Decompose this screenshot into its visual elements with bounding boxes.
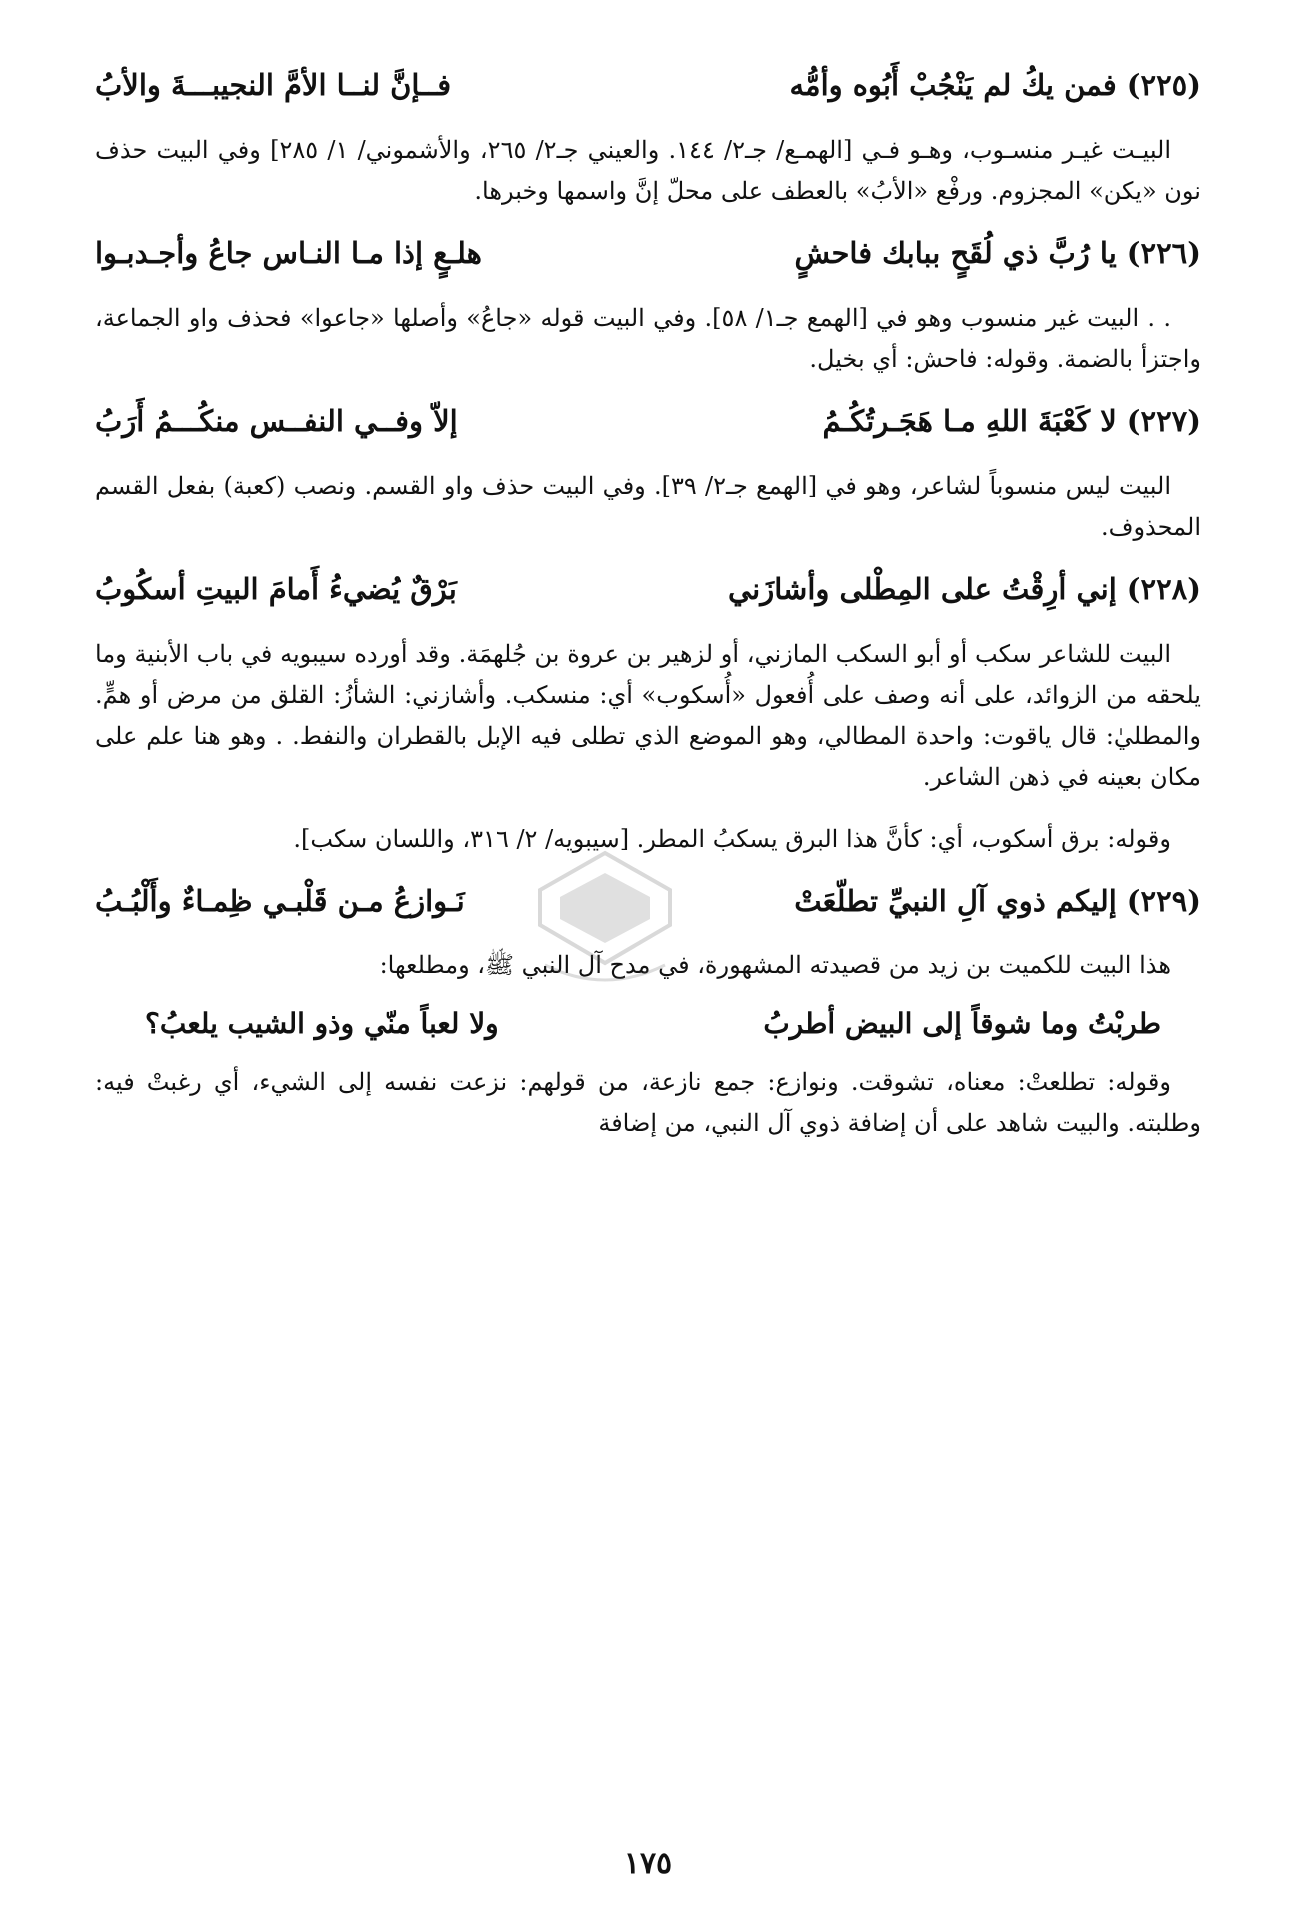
verse-226 xyxy=(95,232,1201,276)
verse-number: (٢٢٧) xyxy=(1126,404,1201,439)
verse-first-hemistich: إني أرِقْتُ على المِطْلى وأشازَني xyxy=(727,572,1117,607)
verse-number: (٢٢٨) xyxy=(1126,572,1201,607)
quoted-first-hemistich: طربْتُ وما شوقاً إلى البيض أطربُ xyxy=(763,1006,1161,1040)
verse-second-hemistich: فــإنَّ لنــا الأمَّ النجيبـــةَ والأبُ xyxy=(94,68,452,102)
quoted-verse xyxy=(95,1007,1201,1040)
verse-commentary: البيت للشاعر سكب أو أبو السكب المازني، أو لزهير بن عروة بن جُلهمَة. وقد أورده سيبويه في باب الأبنية وما يلحقه من الزوائد، على أنه وصف على أُفعول «أُسكوب» أي: منسكب. وأشازني: الشأزُ: القلق من مرض أو همٍّ. والمطليٰ: قال ياقوت: واحدة المطالي، وهو الموضع الذي تطلى فيه الإبل بالقطران والنفط. . وهو هنا علم على مكان بعينه في ذهن الشاعر. xyxy=(95,639,1201,792)
verse-commentary-continued: وقوله: تطلعتْ: معناه، تشوقت. ونوازع: جمع نازعة، من قولهم: نزعت نفسه إلى الشيء، أي رغبتْ فيه: وطلبته. والبيت شاهد على أن إضافة ذوي آل النبي، من إضافة xyxy=(95,1067,1201,1137)
verse-228 xyxy=(95,568,1201,612)
verse-number: (٢٢٩) xyxy=(1126,883,1201,918)
verse-227 xyxy=(95,400,1201,444)
verse-first-hemistich: يا رُبَّ ذي لُقَحٍ ببابك فاحشٍ xyxy=(794,236,1117,271)
page-number: ١٧٥ xyxy=(623,1846,673,1881)
verse-second-hemistich: هلـعٍ إذا مـا النـاس جاعُ وأجـدبـوا xyxy=(94,236,482,271)
verse-second-hemistich: بَرْقٌ يُضيءُ أَمامَ البيتِ أسكُوبُ xyxy=(94,572,457,607)
quoted-second-hemistich: ولا لعباً منّي وذو الشيب يلعبُ؟ xyxy=(145,1006,499,1040)
verse-second-hemistich: نَـوازعُ مـن قَلْبـي ظِمـاءٌ وأَلْبُـبُ xyxy=(94,883,465,918)
verse-commentary: البيـت غيـر منسـوب، وهـو فـي [الهمـع/ جـ٢/ ١٤٤. والعيني جـ٢/ ٢٦٥، والأشموني/ ١/ ٢٨٥] وفي البيت حذف نون «يكن» المجزوم. ورفْع «الأبُ» بالعطف على محلّ إنَّ واسمها وخبرها. xyxy=(95,135,1201,205)
verse-225 xyxy=(95,64,1201,108)
verse-number: (٢٢٦) xyxy=(1126,236,1201,271)
verse-second-hemistich: إلاّ وفــي النفــس منكُـــمُ أَرَبُ xyxy=(94,404,458,439)
verse-first-hemistich: لا كَعْبَةَ اللهِ مـا هَجَـرتُكُـمُ xyxy=(822,404,1117,439)
verse-commentary: هذا البيت للكميت بن زيد من قصيدته المشهورة، في مدح آل النبي ﷺ، ومطلعها: xyxy=(379,951,1171,980)
verse-commentary: . . البيت غير منسوب وهو في [الهمع جـ١/ ٥٨]. وفي البيت قوله «جاعُ» وأصلها «جاعوا» فحذف واو الجماعة، واجتزأ بالضمة. وقوله: فاحش: أي بخيل. xyxy=(95,303,1201,373)
verse-first-hemistich: فمن يكُ لم يَنْجُبْ أَبُوه وأمُّه xyxy=(789,68,1117,102)
verse-229 xyxy=(95,880,1201,924)
verse-commentary: البيت ليس منسوباً لشاعر، وهو في [الهمع جـ٢/ ٣٩]. وفي البيت حذف واو القسم. ونصب (كعبة) بفعل القسم المحذوف. xyxy=(95,471,1201,541)
verse-number: (٢٢٥) xyxy=(1126,68,1201,102)
verse-commentary-continued: وقوله: برق أسكوب، أي: كأنَّ هذا البرق يسكبُ المطر. [سيبويه/ ٢/ ٣١٦، واللسان سكب]. xyxy=(293,824,1171,853)
verse-first-hemistich: إليكم ذوي آلِ النبيِّ تطلّعَتْ xyxy=(794,883,1117,918)
